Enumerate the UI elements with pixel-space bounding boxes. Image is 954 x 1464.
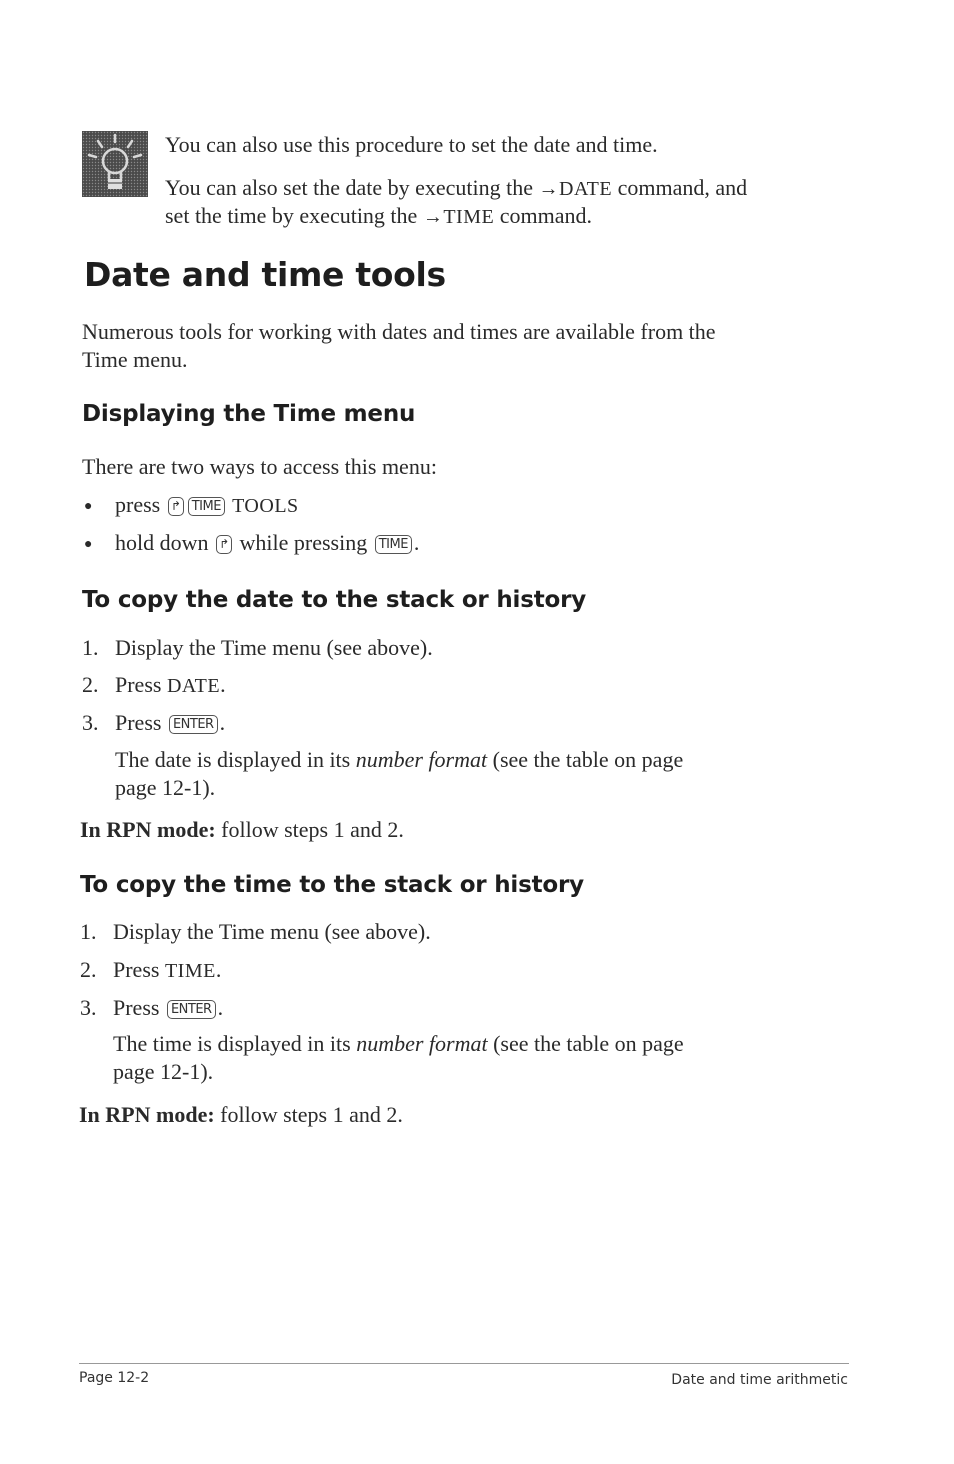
date-softkey: DATE <box>166 675 221 697</box>
tip-line-3: set the time by executing the →TIME command. <box>165 203 592 228</box>
bullet-icon: ● <box>84 537 93 552</box>
tip-text: You can also use this procedure to set the date and time. <box>165 132 658 157</box>
tip-line-2: You can also set the date by executing the →DATE command, and <box>165 175 748 200</box>
footer-page-number: Page 12-2 <box>79 1370 150 1386</box>
copy-date-note-line-1: The date is displayed in its number format (see the table on page <box>115 747 684 772</box>
copy-time-note-line-1: The time is displayed in its number format (see the table on page <box>113 1031 684 1056</box>
enter-key: ENTER <box>169 715 218 734</box>
copy-date-heading: To copy the date to the stack or history <box>82 587 587 613</box>
copy-date-note-line-2: page 12-1). <box>115 775 216 800</box>
time-key: TIME <box>375 535 412 554</box>
shift-key-icon: ↱ <box>216 535 232 554</box>
tip-line-1 <box>165 131 658 159</box>
section-intro-line-2: Time menu. <box>82 347 188 372</box>
display-menu-intro: There are two ways to access this menu: <box>82 454 437 479</box>
lightbulb-icon <box>82 131 148 197</box>
copy-time-note-line-2: page 12-1). <box>113 1059 214 1084</box>
copy-date-rpn-note: In RPN mode: follow steps 1 and 2. <box>80 817 404 842</box>
section-title: Date and time tools <box>84 255 446 294</box>
footer-chapter-title: Date and time arithmetic <box>671 1372 848 1388</box>
copy-time-heading: To copy the time to the stack or history <box>80 872 584 898</box>
tools-softkey: TOOLS <box>226 495 299 517</box>
shift-key-icon: ↱ <box>168 497 184 516</box>
copy-time-rpn-note: In RPN mode: follow steps 1 and 2. <box>79 1102 403 1127</box>
enter-key: ENTER <box>167 1000 216 1019</box>
display-menu-heading: Displaying the Time menu <box>82 401 416 427</box>
time-softkey: TIME <box>164 960 216 982</box>
footer-rule <box>79 1363 849 1364</box>
time-command: →TIME <box>422 206 495 228</box>
time-key: TIME <box>188 497 225 516</box>
bullet-icon: ● <box>84 499 93 514</box>
date-command: →DATE <box>538 178 613 200</box>
section-intro-line-1: Numerous tools for working with dates and times are available from the <box>82 319 716 344</box>
